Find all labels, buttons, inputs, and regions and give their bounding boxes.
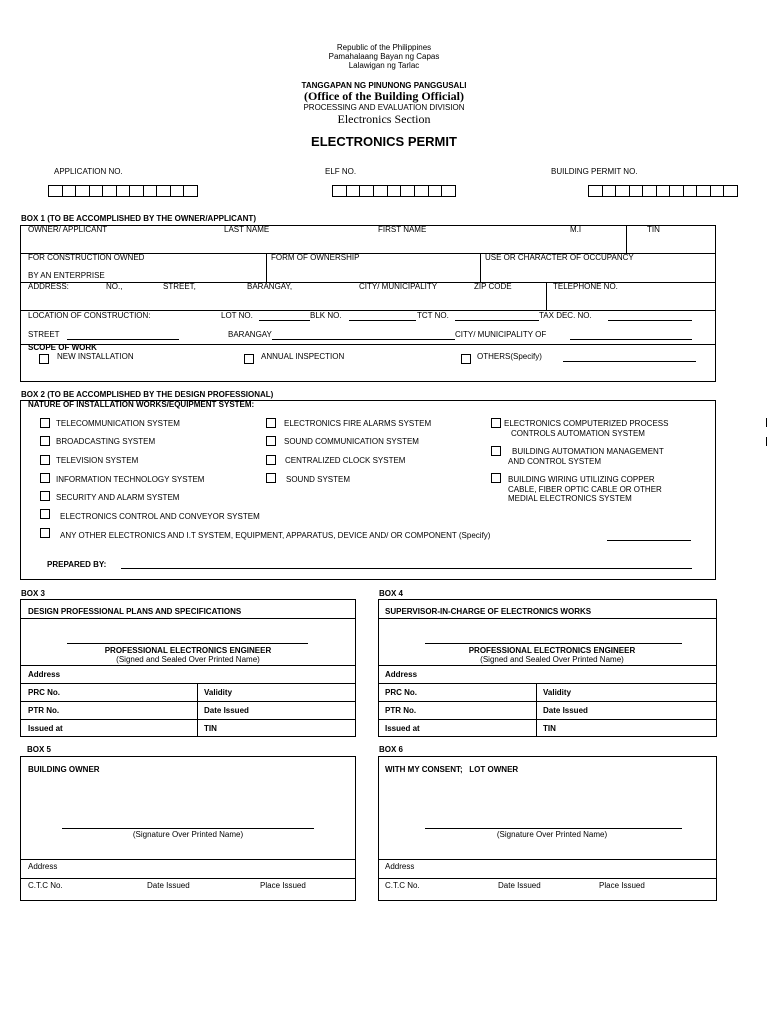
box4-ptr: PTR No. xyxy=(385,706,417,715)
for-construction-label-2: BY AN ENTERPRISE xyxy=(28,271,105,280)
tax-dec-line[interactable] xyxy=(608,320,692,321)
form-of-ownership-label: FORM OF OWNERSHIP xyxy=(271,253,360,262)
computerized-label-1: ELECTRONICS COMPUTERIZED PROCESS xyxy=(504,419,669,428)
box3-signature-line[interactable] xyxy=(67,643,308,644)
sound-label: SOUND SYSTEM xyxy=(286,475,351,484)
sound-comm-checkbox[interactable] xyxy=(266,436,276,446)
tct-no-line[interactable] xyxy=(455,320,539,321)
telephone-label: TELEPHONE NO. xyxy=(553,282,618,291)
first-name-label: FIRST NAME xyxy=(378,225,427,234)
info-tech-label: INFORMATION TECHNOLOGY SYSTEM xyxy=(56,475,205,484)
box4-address: Address xyxy=(385,670,418,679)
lot-no-label: LOT NO. xyxy=(221,311,253,320)
box3-engineer: PROFESSIONAL ELECTRONICS ENGINEER xyxy=(104,646,272,655)
application-no-input[interactable] xyxy=(48,185,198,197)
use-or-character-label: USE OR CHARACTER OF OCCUPANCY xyxy=(485,253,634,262)
tct-no-label: TCT NO. xyxy=(417,311,449,320)
box3-date-issued: Date Issued xyxy=(204,706,249,715)
wiring-label-3: MEDIAL ELECTRONICS SYSTEM xyxy=(508,494,632,503)
building-permit-no-label: BUILDING PERMIT NO. xyxy=(551,167,638,176)
telecom-label: TELECOMMUNICATION SYSTEM xyxy=(56,419,180,428)
prepared-by-line[interactable] xyxy=(121,568,692,569)
box6-address: Address xyxy=(385,862,415,871)
box5-place-issued: Place Issued xyxy=(260,881,306,890)
box4-issued-at: Issued at xyxy=(385,724,420,733)
box3-signed: (Signed and Sealed Over Printed Name) xyxy=(116,655,260,664)
box4-signed: (Signed and Sealed Over Printed Name) xyxy=(480,655,624,664)
box5-label: BOX 5 xyxy=(27,745,52,754)
bldg-auto-label-1: BUILDING AUTOMATION MANAGEMENT xyxy=(512,447,664,456)
barangay-label: BARANGAY, xyxy=(247,282,293,291)
box3-ptr: PTR No. xyxy=(28,706,60,715)
security-label: SECURITY AND ALARM SYSTEM xyxy=(56,493,180,502)
box6-place-issued: Place Issued xyxy=(599,881,645,890)
edge-mark xyxy=(766,437,767,446)
box3-issued-at: Issued at xyxy=(28,724,63,733)
box3-address: Address xyxy=(28,670,61,679)
box4-engineer: PROFESSIONAL ELECTRONICS ENGINEER xyxy=(468,646,636,655)
sound-comm-label: SOUND COMMUNICATION SYSTEM xyxy=(284,437,419,446)
page-title: ELECTRONICS PERMIT xyxy=(311,134,457,149)
box4-validity: Validity xyxy=(543,688,572,697)
mi-label: M.I xyxy=(570,225,582,234)
box3-prc: PRC No. xyxy=(28,688,60,697)
any-other-label: ANY OTHER ELECTRONICS AND I.T SYSTEM, EQUIPMENT, APPARATUS, DEVICE AND/ OR COMPONENT (Specify) xyxy=(60,531,491,540)
box6-date-issued: Date Issued xyxy=(498,881,541,890)
box3-title: DESIGN PROFESSIONAL PLANS AND SPECIFICATIONS xyxy=(28,607,242,616)
zip-label: ZIP CODE xyxy=(474,282,512,291)
box6-signature-line[interactable] xyxy=(425,828,682,829)
for-construction-label-1: FOR CONSTRUCTION OWNED xyxy=(28,253,145,262)
box6-label: BOX 6 xyxy=(379,745,404,754)
no-label: NO., xyxy=(106,282,123,291)
box5-title: BUILDING OWNER xyxy=(28,765,100,774)
box4-prc: PRC No. xyxy=(385,688,417,697)
header-office-english: (Office of the Building Official) xyxy=(304,89,464,103)
location-label: LOCATION OF CONSTRUCTION: xyxy=(28,311,151,320)
wiring-label-2: CABLE, FIBER OPTIC CABLE OR OTHER xyxy=(508,485,662,494)
bldg-auto-checkbox[interactable] xyxy=(491,446,501,456)
box3 xyxy=(20,599,356,737)
television-checkbox[interactable] xyxy=(40,455,50,465)
box4-title: SUPERVISOR-IN-CHARGE OF ELECTRONICS WORKS xyxy=(385,607,592,616)
header-republic: Republic of the Philippines xyxy=(336,43,432,52)
tin-label: TIN xyxy=(647,225,660,234)
application-no-label: APPLICATION NO. xyxy=(54,167,123,176)
box6-signature: (Signature Over Printed Name) xyxy=(496,830,608,839)
owner-label: OWNER/ APPLICANT xyxy=(28,225,108,234)
street-label: STREET, xyxy=(163,282,196,291)
box6-ctc: C.T.C No. xyxy=(385,881,420,890)
edge-mark xyxy=(766,418,767,427)
new-installation-checkbox[interactable] xyxy=(39,354,49,364)
barangay2-label: BARANGAY xyxy=(228,330,272,339)
control-conveyor-checkbox[interactable] xyxy=(40,509,50,519)
header-section: Electronics Section xyxy=(337,112,431,126)
broadcasting-label: BROADCASTING SYSTEM xyxy=(56,437,156,446)
clock-checkbox[interactable] xyxy=(266,455,276,465)
header-province: Lalawigan ng Tarlac xyxy=(348,61,420,70)
box2-title: BOX 2 (TO BE ACCOMPLISHED BY THE DESIGN PROFESSIONAL) xyxy=(21,390,274,399)
blk-no-line[interactable] xyxy=(349,320,416,321)
building-permit-no-input[interactable] xyxy=(588,185,738,197)
header-office-tagalog: TANGGAPAN NG PINUNONG PANGGUSALI xyxy=(301,81,467,90)
nature-label: NATURE OF INSTALLATION WORKS/EQUIPMENT SYSTEM: xyxy=(28,400,255,409)
security-checkbox[interactable] xyxy=(40,491,50,501)
box1-title: BOX 1 (TO BE ACCOMPLISHED BY THE OWNER/APPLICANT) xyxy=(21,214,256,223)
lot-no-line[interactable] xyxy=(259,320,310,321)
new-installation-label: NEW INSTALLATION xyxy=(57,352,134,361)
street2-line[interactable] xyxy=(67,339,179,340)
city-of-line[interactable] xyxy=(570,339,692,340)
fire-alarms-checkbox[interactable] xyxy=(266,418,276,428)
box3-tin: TIN xyxy=(204,724,217,733)
others-checkbox[interactable] xyxy=(461,354,471,364)
header-municipality: Pamahalaang Bayan ng Capas xyxy=(328,52,440,61)
annual-inspection-checkbox[interactable] xyxy=(244,354,254,364)
street2-label: STREET xyxy=(28,330,60,339)
fire-alarms-label: ELECTRONICS FIRE ALARMS SYSTEM xyxy=(284,419,432,428)
box6-title: WITH MY CONSENT; LOT OWNER xyxy=(385,765,519,774)
computerized-label-2: CONTROLS AUTOMATION SYSTEM xyxy=(511,429,645,438)
barangay2-line[interactable] xyxy=(272,339,455,340)
any-other-checkbox[interactable] xyxy=(40,528,50,538)
box3-label: BOX 3 xyxy=(21,589,46,598)
box5-address: Address xyxy=(28,862,58,871)
city-label: CITY/ MUNICIPALITY xyxy=(359,282,438,291)
info-tech-checkbox[interactable] xyxy=(40,473,50,483)
clock-label: CENTRALIZED CLOCK SYSTEM xyxy=(285,456,406,465)
last-name-label: LAST NAME xyxy=(224,225,270,234)
address-label: ADDRESS: xyxy=(28,282,69,291)
others-label: OTHERS(Specify) xyxy=(477,352,542,361)
annual-inspection-label: ANNUAL INSPECTION xyxy=(261,352,345,361)
others-line[interactable] xyxy=(563,361,696,362)
any-other-line[interactable] xyxy=(607,540,691,541)
control-conveyor-label: ELECTRONICS CONTROL AND CONVEYOR SYSTEM xyxy=(60,512,260,521)
prepared-by-label: PREPARED BY: xyxy=(47,560,107,569)
box4 xyxy=(378,599,717,737)
elf-no-label: ELF NO. xyxy=(325,167,357,176)
box5-signature: (Signature Over Printed Name) xyxy=(132,830,244,839)
box4-date-issued: Date Issued xyxy=(543,706,588,715)
computerized-checkbox[interactable] xyxy=(491,418,501,428)
box4-signature-line[interactable] xyxy=(425,643,682,644)
city-of-label: CITY/ MUNICIPALITY OF xyxy=(455,330,547,339)
wiring-label-1: BUILDING WIRING UTILIZING COPPER xyxy=(508,475,655,484)
box5-signature-line[interactable] xyxy=(62,828,314,829)
box3-validity: Validity xyxy=(204,688,233,697)
box4-tin: TIN xyxy=(543,724,556,733)
bldg-auto-label-2: AND CONTROL SYSTEM xyxy=(508,457,602,466)
blk-no-label: BLK NO. xyxy=(310,311,342,320)
scope-label: SCOPE OF WORK xyxy=(28,343,97,352)
wiring-checkbox[interactable] xyxy=(491,473,501,483)
sound-checkbox[interactable] xyxy=(266,473,276,483)
box5-date-issued: Date Issued xyxy=(147,881,190,890)
television-label: TELEVISION SYSTEM xyxy=(56,456,139,465)
header-division: PROCESSING AND EVALUATION DIVISION xyxy=(303,103,465,112)
telecom-checkbox[interactable] xyxy=(40,418,50,428)
box4-label: BOX 4 xyxy=(379,589,404,598)
box5-ctc: C.T.C No. xyxy=(28,881,63,890)
elf-no-input[interactable] xyxy=(332,185,456,197)
broadcasting-checkbox[interactable] xyxy=(40,436,50,446)
tax-dec-label: TAX DEC. NO. xyxy=(539,311,592,320)
